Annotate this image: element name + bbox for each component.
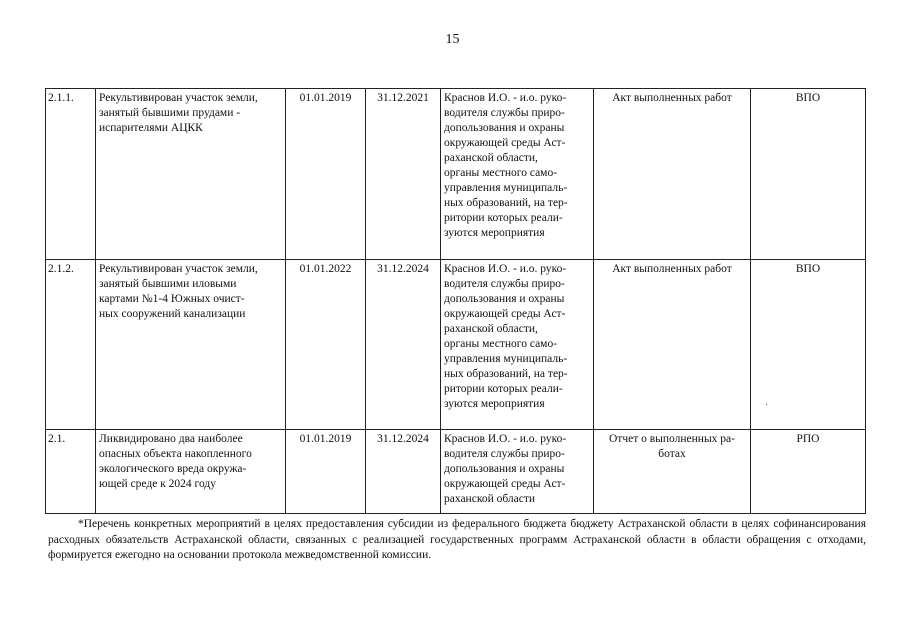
start-date: 01.01.2022 xyxy=(286,260,366,430)
table-row xyxy=(46,89,866,260)
end-date: 31.12.2024 xyxy=(366,430,441,514)
responsible-person: Краснов И.О. - и.о. руко- водителя службы приро- допользования и охраны окружающей среды Аст- раханской области, органы местного само- управления муниципаль- ных образований, на тер- ритории которых реали- зуются мероприятия xyxy=(441,89,594,260)
row-number: 2.1. xyxy=(46,430,96,514)
event-description: Рекультивирован участок земли, занятый бывшими иловыми картами №1-4 Южных очист- ных сооружений канализации xyxy=(96,260,286,430)
program-code: РПО xyxy=(751,430,866,514)
program-code: ВПО xyxy=(751,89,866,260)
end-date: 31.12.2021 xyxy=(366,89,441,260)
footnote: *Перечень конкретных мероприятий в целях предоставления субсидии из федерального бюджета бюджету Астраханской области в целях софинансирования расходных обязательств Астраханской области, связанных с реализацией государственных программ Астраханской области в области обращения с отходами, формируется ежегодно на основании протокола межведомственной комиссии. xyxy=(48,518,866,561)
events-table xyxy=(45,88,866,514)
responsible-person: Краснов И.О. - и.о. руко- водителя службы приро- допользования и охраны окружающей среды Аст- раханской области xyxy=(441,430,594,514)
page-number: 15 xyxy=(445,32,460,47)
start-date: 01.01.2019 xyxy=(286,89,366,260)
program-code: ВПО xyxy=(751,260,866,430)
end-date: 31.12.2024 xyxy=(366,260,441,430)
document-type: Акт выполненных работ xyxy=(594,260,751,430)
table-row xyxy=(46,260,866,430)
document-type: Отчет о выполненных ра- ботах xyxy=(594,430,751,514)
table-row xyxy=(46,430,866,514)
event-description: Рекультивирован участок земли, занятый бывшими прудами - испарителями АЦКК xyxy=(96,89,286,260)
row-number: 2.1.2. xyxy=(46,260,96,430)
start-date: 01.01.2019 xyxy=(286,430,366,514)
responsible-person: Краснов И.О. - и.о. руко- водителя службы приро- допользования и охраны окружающей среды Аст- раханской области, органы местного само- управления муниципаль- ных образований, на тер- ритории которых реали- зуются мероприятия xyxy=(441,260,594,430)
row-number: 2.1.1. xyxy=(46,89,96,260)
document-type: Акт выполненных работ xyxy=(594,89,751,260)
scan-dot: · xyxy=(765,400,769,411)
event-description: Ликвидировано два наиболее опасных объекта накопленного экологического вреда окружа- ющей среде к 2024 году xyxy=(96,430,286,514)
